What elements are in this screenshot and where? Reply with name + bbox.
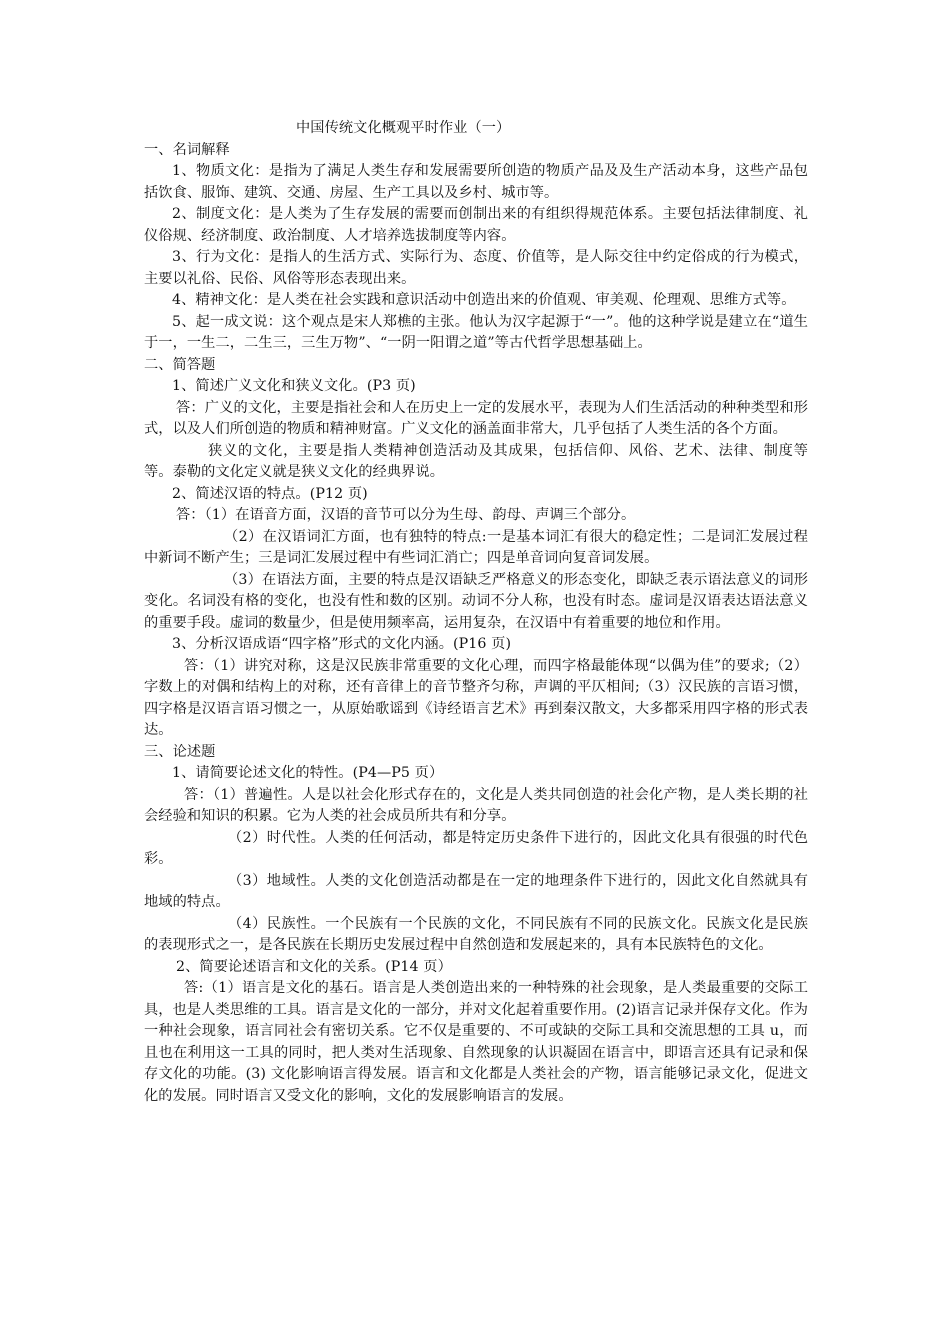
section-heading: 一、名词解释 bbox=[144, 141, 230, 158]
answer-paragraph: 答：（1）在语音方面，汉语的音节可以分为生母、韵母、声调三个部分。 bbox=[176, 507, 636, 523]
question: 1、简述广义文化和狭义文化。(P3 页) bbox=[172, 378, 416, 394]
paragraph: 1、物质文化：是指为了满足人类生存和发展需要所创造的物质产品及及生产活动本身，这些产品包括饮食、服饰、建筑、交通、房屋、生产工具以及乡村、城市等。 bbox=[144, 163, 808, 201]
paragraph: 3、行为文化：是指人的生活方式、实际行为、态度、价值等，是人际交往中约定俗成的行为模式，主要以礼俗、民俗、风俗等形态表现出来。 bbox=[144, 249, 808, 287]
question: 3、分析汉语成语“四字格”形式的文化内涵。(P16 页) bbox=[172, 636, 512, 652]
document-title: 中国传统文化概观平时作业（一） bbox=[296, 120, 511, 136]
section-heading: 三、论述题 bbox=[144, 743, 216, 760]
answer-paragraph: 答：广义的文化，主要是指社会和人在历史上一定的发展水平，表现为人们生活活动的种种类型和形式，以及人们所创造的物质和精神财富。广义文化的涵盖面非常大，几乎包括了人类生活的各个方面。 bbox=[144, 399, 808, 437]
question: 2、简要论述语言和文化的关系。(P14 页） bbox=[176, 958, 452, 975]
answer-paragraph: 答：（1）讲究对称，这是汉民族非常重要的文化心理，而四字格最能体现“以偶为佳”的要求;（2）字数上的对偶和结构上的对称，还有音律上的音节整齐匀称，声调的平仄相间;（3）汉民族的言语习惯，四字格是汉语言语习惯之一，从原始歌谣到《诗经语言艺术》再到秦汉散文，大多都采用四字格的形式表达。 bbox=[144, 657, 808, 738]
answer-paragraph: 答:（1）语言是文化的基石。语言是人类创造出来的一种特殊的社会现象，是人类最重要的交际工具，也是人类思维的工具。语言是文化的一部分，并对文化起着重要作用。(2)语言记录并保存文化。作为一种社会现象，语言同社会有密切关系。它不仅是重要的、不可或缺的交际工具和交流思想的工具 u，而且也在利用这一工具的同时，把人类对生活现象、自然现象的认识凝固在语言中，即语言还具有记录和保存文化的功能。(3) 文化影响语言得发展。语言和文化都是人类社会的产物，语言能够记录文化，促进文化的发展。同时语言又受文化的影响，文化的发展影响语言的发展。 bbox=[144, 980, 808, 1104]
answer-paragraph: 狭义的文化，主要是指人类精神创造活动及其成果，包括信仰、风俗、艺术、法律、制度等等。泰勒的文化定义就是狭义文化的经典界说。 bbox=[144, 442, 808, 480]
answer-paragraph: （2）在汉语词汇方面，也有独特的特点:一是基本词汇有很大的稳定性；二是词汇发展过程中新词不断产生；三是词汇发展过程中有些词汇消亡；四是单音词向复音词发展。 bbox=[144, 528, 808, 566]
answer-paragraph: （2）时代性。人类的任何活动，都是特定历史条件下进行的，因此文化具有很强的时代色彩。 bbox=[144, 829, 808, 867]
paragraph: 4、精神文化：是人类在社会实践和意识活动中创造出来的价值观、审美观、伦理观、思维方式等。 bbox=[172, 292, 796, 308]
answer-paragraph: 答：（1）普遍性。人是以社会化形式存在的，文化是人类共同创造的社会化产物，是人类长期的社会经验和知识的积累。它为人类的社会成员所共有和分享。 bbox=[144, 786, 808, 824]
answer-paragraph: （4）民族性。一个民族有一个民族的文化，不同民族有不同的民族文化。民族文化是民族的表现形式之一，是各民族在长期历史发展过程中自然创造和发展起来的，具有本民族特色的文化。 bbox=[144, 915, 808, 953]
section-heading: 二、简答题 bbox=[144, 356, 216, 373]
question: 1、请简要论述文化的特性。(P4—P5 页） bbox=[172, 765, 444, 781]
question: 2、简述汉语的特点。(P12 页) bbox=[172, 485, 368, 502]
document-page bbox=[144, 118, 808, 1107]
paragraph: 5、起一成文说：这个观点是宋人郑樵的主张。他认为汉字起源于“一”。他的这种学说是建立在“道生于一，一生二，二生三，三生万物”、“一阴一阳谓之道”等古代哲学思想基础上。 bbox=[144, 313, 808, 351]
answer-paragraph: （3）地域性。人类的文化创造活动都是在一定的地理条件下进行的，因此文化自然就具有地域的特点。 bbox=[144, 872, 808, 910]
answer-paragraph: （3）在语法方面，主要的特点是汉语缺乏严格意义的形态变化，即缺乏表示语法意义的词形变化。名词没有格的变化，也没有性和数的区别。动词不分人称，也没有时态。虚词是汉语表达语法意义的重要手段。虚词的数量少，但是使用频率高，运用复杂，在汉语中有着重要的地位和作用。 bbox=[144, 571, 808, 631]
paragraph: 2、制度文化：是人类为了生存发展的需要而创制出来的有组织得规范体系。主要包括法律制度、礼仪俗规、经济制度、政治制度、人才培养选拔制度等内容。 bbox=[144, 206, 808, 244]
